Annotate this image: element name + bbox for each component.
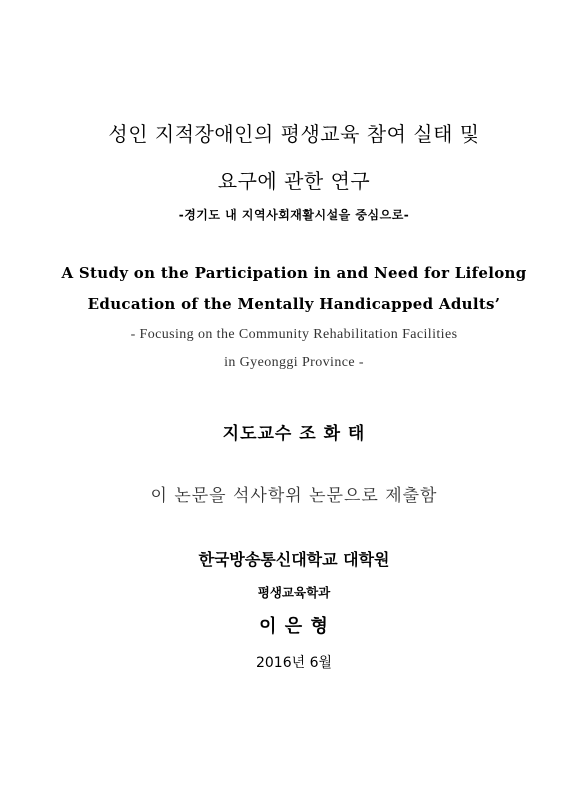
author-name: 이 은 형 xyxy=(259,616,329,637)
korean-title-line-1: 성인 지적장애인의 평생교육 참여 실태 및 xyxy=(108,122,480,146)
school-name: 한국방송통신대학교 대학원 xyxy=(198,550,390,569)
english-subtitle-line-1: - Focusing on the Community Rehabilitation Facilities xyxy=(130,327,458,342)
department-name: 평생교육학과 xyxy=(257,585,331,600)
advisor-name: 지도교수 조 화 태 xyxy=(222,424,366,444)
korean-title-line-2: 요구에 관한 연구 xyxy=(217,169,371,193)
english-title-line-2: Education of the Mentally Handicapped Adults’ xyxy=(87,295,501,313)
submission-statement: 이 논문을 석사학위 논문으로 제출함 xyxy=(150,486,438,506)
english-subtitle-line-2: in Gyeonggi Province - xyxy=(224,355,364,370)
english-title-line-1: A Study on the Participation in and Need for Lifelong xyxy=(61,264,527,282)
korean-subtitle: -경기도 내 지역사회재활시설을 중심으로- xyxy=(178,208,410,222)
submission-date: 2016년 6월 xyxy=(255,655,333,671)
